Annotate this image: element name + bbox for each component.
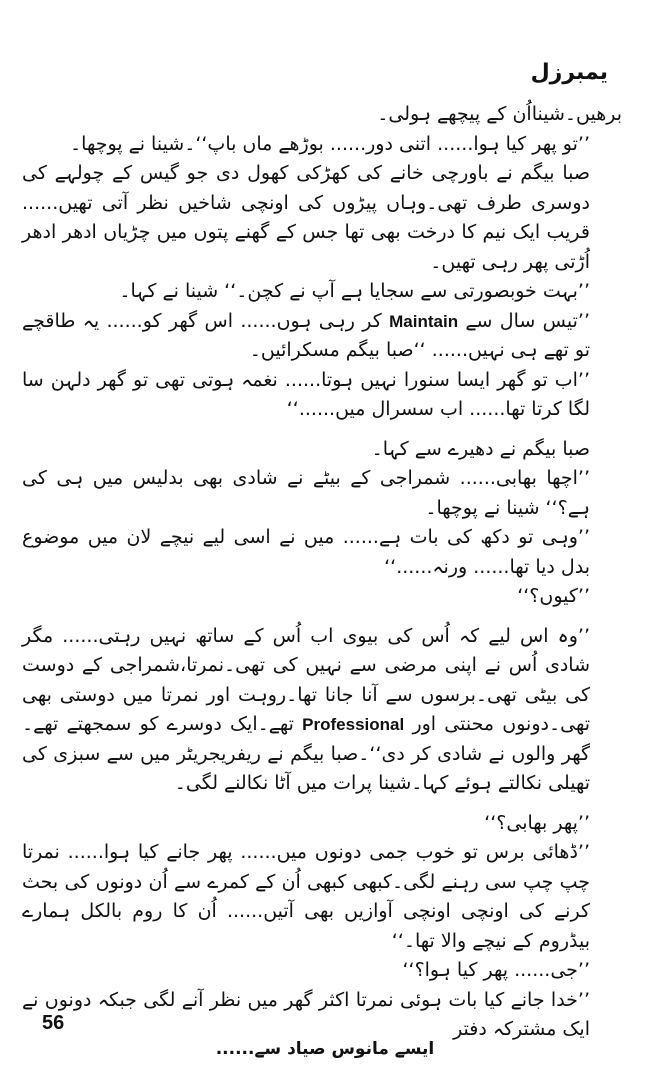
paragraph: صبا بیگم نے دھیرے سے کہا۔ <box>371 437 590 460</box>
page-header-title: یمبرزل <box>530 60 608 85</box>
paragraph: ’’ڈھائی برس تو خوب جمی دونوں میں...... پھر جانے کیا ہوا...... نمرتا چپ چپ سی رہنے لگی۔کبھی کبھی اُن کے کمرے سے اُن دونوں کی بحث کرنے کی اونچی اونچی آوازیں بھی آتیں...... اُن کا روم بالکل ہمارے بیڈروم کے نیچے والا تھا۔‘‘ <box>22 841 590 952</box>
paragraph: ’’پھر بھابی؟‘‘ <box>484 811 590 834</box>
paragraph: ’’اچھا بھابی...... شمراجی کے بیٹے نے شادی بھی بدلیس میں ہی کی ہے؟‘‘ شینا نے پوچھا۔ <box>22 467 590 519</box>
page-body <box>22 100 622 1045</box>
english-term: Professional <box>302 715 405 734</box>
page-number: 56 <box>42 1012 65 1034</box>
paragraph: برھیں۔شینااُن کے پیچھے ہولی۔ <box>377 103 622 125</box>
paragraph: ’’وہی تو دکھ کی بات ہے...... میں نے اسی لیے نیچے لان میں موضوع بدل دیا تھا...... ورنہ......‘‘ <box>22 526 590 578</box>
paragraph: ’’اب تو گھر ایسا سنورا نہیں ہوتا...... نغمہ ہوتی تھی تو گھر دلہن سا لگا کرتا تھا...... اب سسرال میں......‘‘ <box>22 368 590 420</box>
paragraph: ’’کیوں؟‘‘ <box>517 585 590 607</box>
paragraph: صبا بیگم نے باورچی خانے کی کھڑکی کھول دی جو گیس کے چولہے کی دوسری طرف تھی۔وہاں پیڑوں کی اونچی شاخیں نظر آتی تھیں...... قریب ایک نیم کا درخت بھی تھا جس کے گھنے پتوں میں چڑیاں ادھر ادھر اُڑتی پھر رہی تھیں۔ <box>22 162 590 273</box>
paragraph: ’’خدا جانے کیا بات ہوئی نمرتا اکثر گھر میں نظر آنے لگی جبکہ دونوں نے ایک مشترکہ دفتر <box>22 988 590 1040</box>
paragraph: ’’تو پھر کیا ہوا...... اتنی دور...... بوڑھے ماں باپ‘‘۔شینا نے پوچھا۔ <box>70 132 590 155</box>
paragraph: ’’بہت خوبصورتی سے سجایا ہے آپ نے کچن۔‘‘ شینا نے کہا۔ <box>119 280 590 302</box>
paragraph: ’’وہ اس لیے کہ اُس کی بیوی اب اُس کے ساتھ نہیں رہتی...... مگر شادی اُس نے اپنی مرضی سے نہیں کی تھی۔نمرتا،شمراجی کے دوست کی بیٹی تھی۔برسوں سے آنا جانا تھا۔روہت اور نمرتا میں دوستی بھی تھی۔دونوں محنتی اور Professional تھے۔ایک دوسرے کو سمجھتے تھے۔گھر والوں نے شادی کر دی‘‘۔صبا بیگم نے ریفریجریٹر میں سے سبزی کی تھیلی نکالتے ہوئے کہا۔شینا پرات میں آٹا نکالنے لگی۔ <box>22 624 590 794</box>
paragraph: ’’تیس سال سے Maintain کر رہی ہوں...... اس گھر کو...... یہ طاقچے تو تھے ہی نہیں...... ‘‘صبا بیگم مسکرائیں۔ <box>22 309 590 361</box>
english-term: Maintain <box>389 311 459 331</box>
paragraph: ’’جی...... پھر کیا ہوا؟‘‘ <box>402 959 590 981</box>
footer-book-title: ایسے مانوس صیاد سے...... <box>215 1039 435 1059</box>
